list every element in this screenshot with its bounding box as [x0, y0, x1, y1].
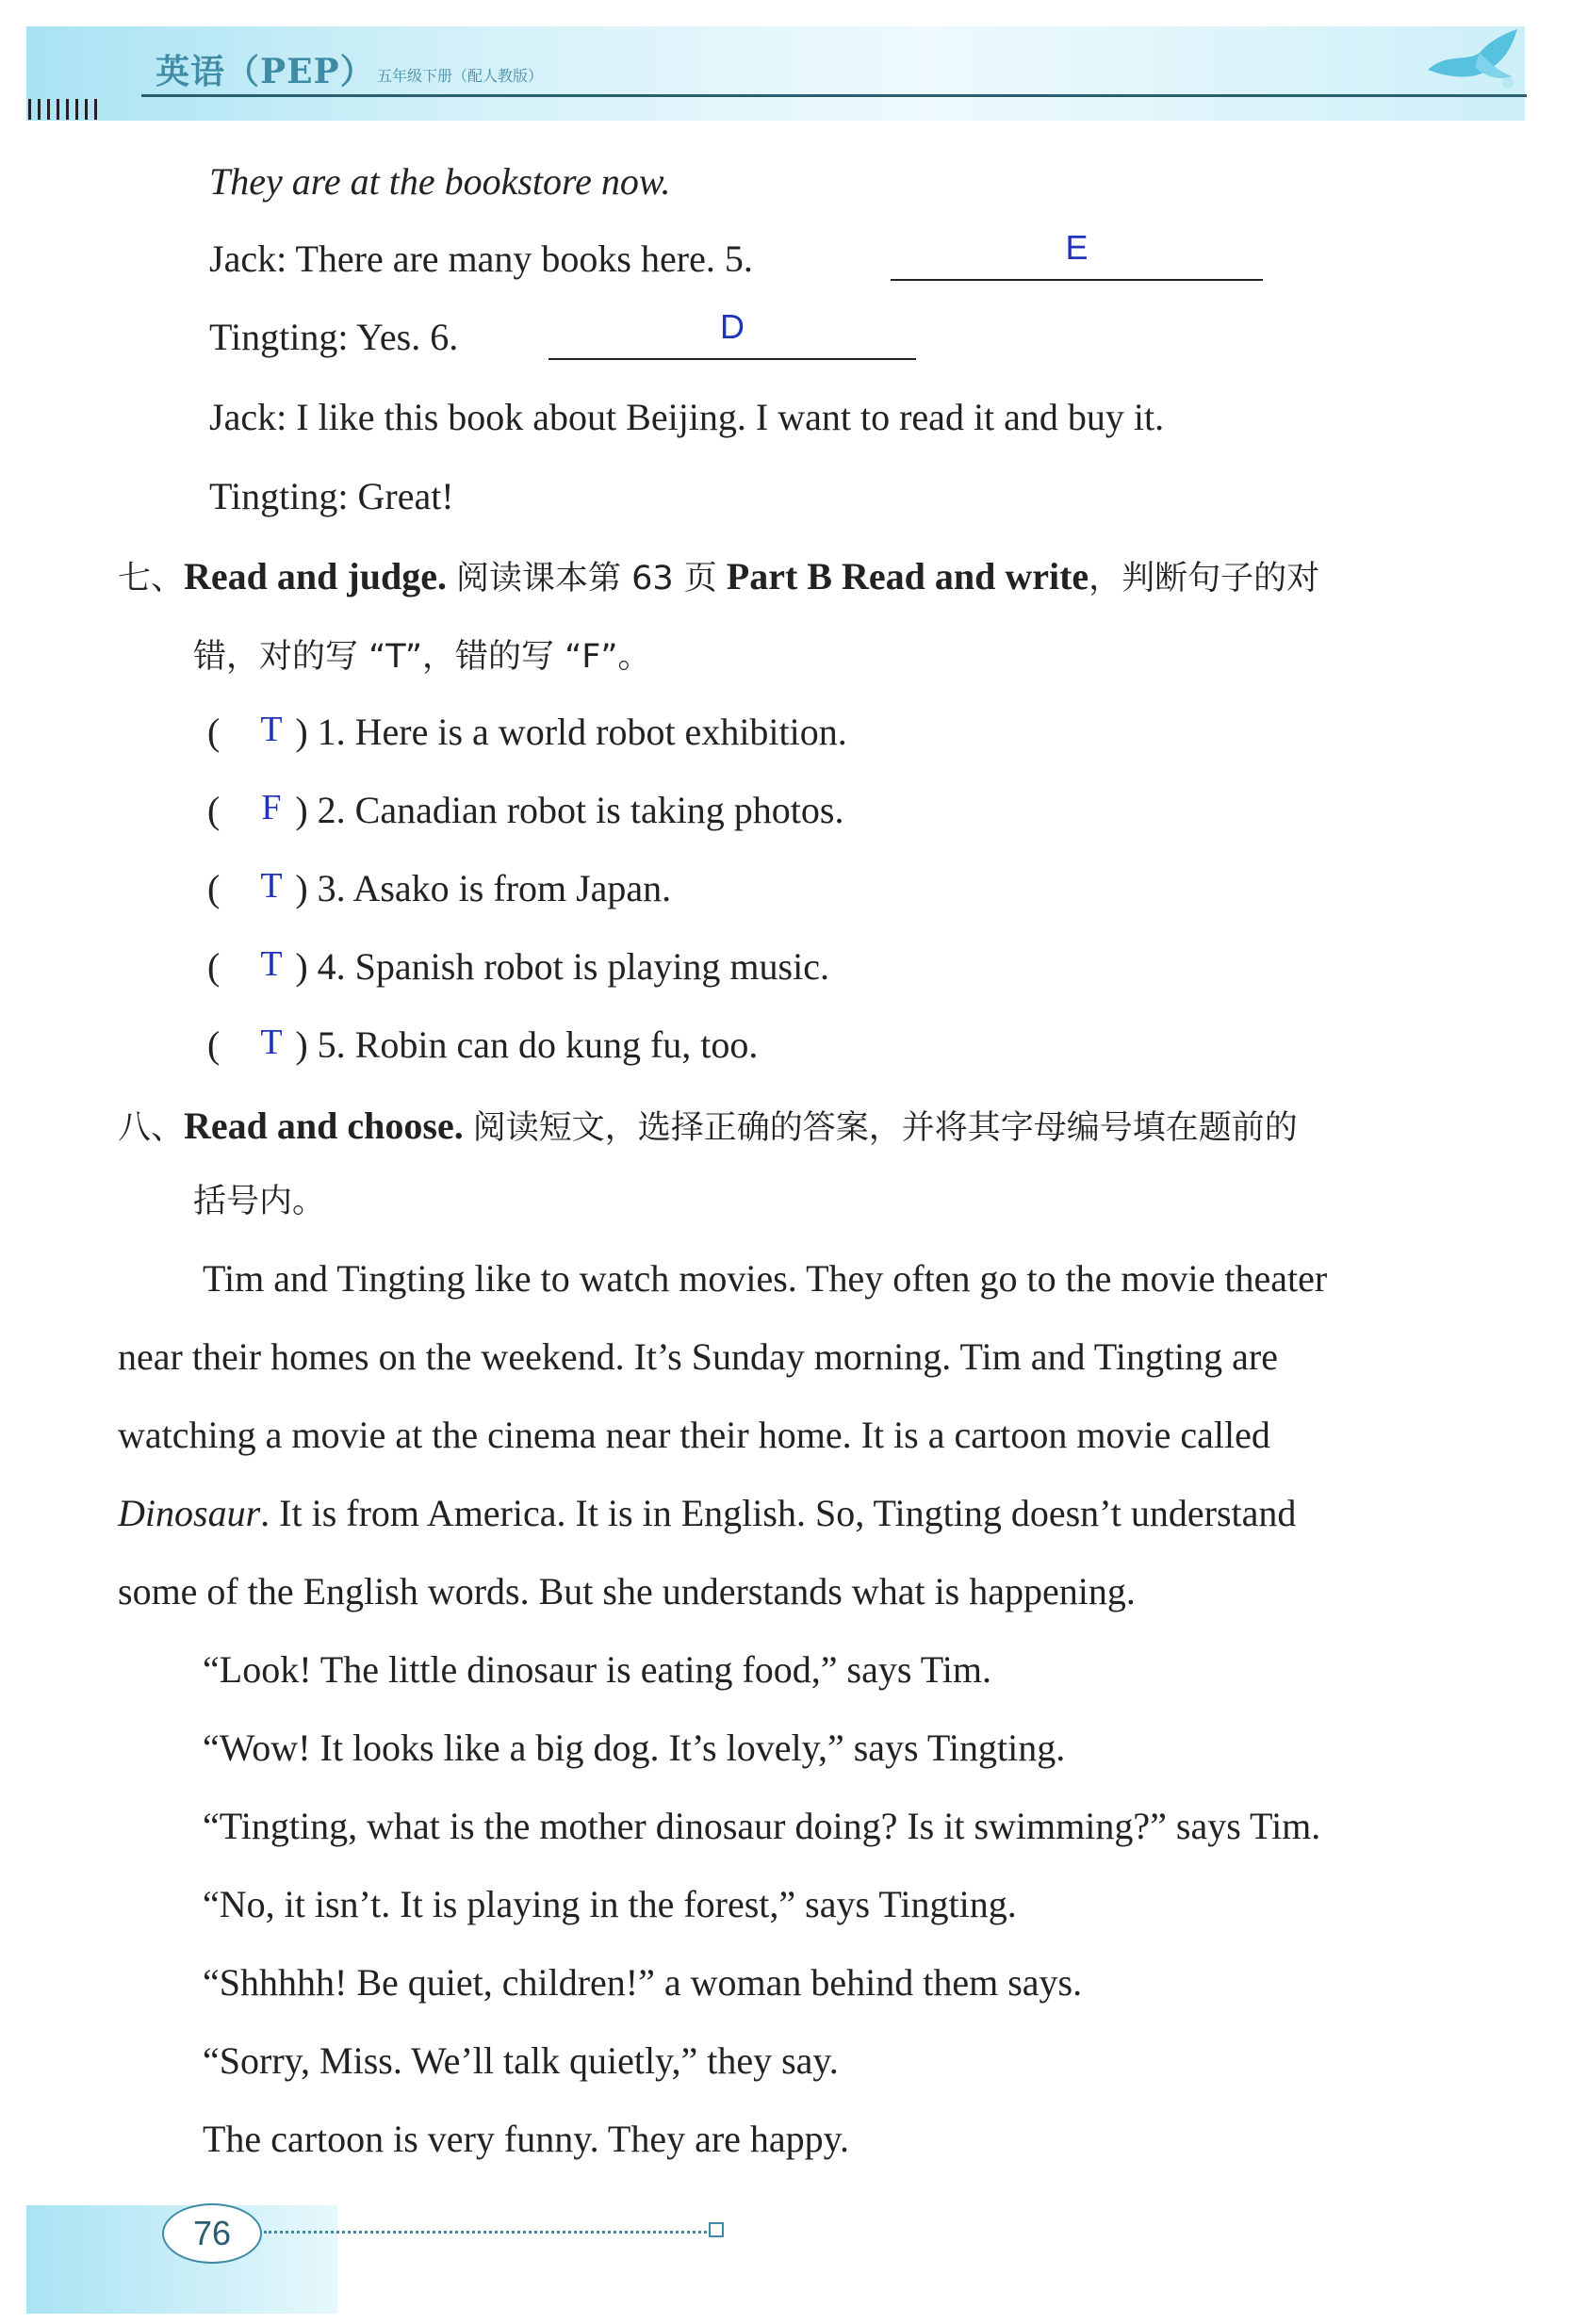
judge-item-2-text: 2. Canadian robot is taking photos. — [317, 789, 844, 831]
quote-3: “Tingting, what is the mother dinosaur doing? Is it swimming?” says Tim. — [203, 1805, 1321, 1847]
section-7-number: 七、 — [118, 560, 185, 597]
passage-line-4-rest: . It is from America. It is in English. So, Tingting doesn’t understand — [260, 1492, 1297, 1534]
header-rule — [141, 94, 1527, 97]
quote-6: “Sorry, Miss. We’ll talk quietly,” they say. — [203, 2039, 839, 2082]
judge-item-4-text: 4. Spanish robot is playing music. — [317, 945, 829, 988]
judge-mark-3[interactable]: T — [260, 866, 283, 906]
section-7-instruction-a: 阅读课本第 63 页 — [455, 560, 717, 597]
judge-item-5: ( ) 5. Robin can do kung fu, too. — [207, 1023, 759, 1066]
footer-square-icon — [709, 2222, 724, 2237]
judge-mark-2[interactable]: F — [261, 788, 282, 827]
section-7-instruction-line2: 错，对的写 “T”，错的写 “F”。 — [193, 638, 651, 676]
section-7-title: Read and judge. — [184, 555, 447, 597]
judge-item-1-text: 1. Here is a world robot exhibition. — [317, 711, 847, 753]
section-8-instruction: 阅读短文，选择正确的答案，并将其字母编号填在题前的 — [472, 1109, 1298, 1147]
book-title: 英语（PEP） — [156, 52, 375, 91]
passage-line-5: some of the English words. But she understands what is happening. — [118, 1570, 1136, 1612]
dialogue-line-6: Tingting: Yes. 6. — [209, 316, 459, 358]
dialogue-line-jack: Jack: I like this book about Beijing. I want to read it and buy it. — [209, 396, 1165, 438]
passage-line-4 — [118, 1490, 1296, 1537]
judge-item-3-text: 3. Asako is from Japan. — [317, 867, 672, 909]
dialogue-line-tingting: Tingting: Great! — [209, 475, 454, 517]
footer-dotted-rule — [264, 2231, 707, 2234]
section-8-number: 八、 — [118, 1109, 185, 1147]
passage-line-2: near their homes on the weekend. It’s Sunday morning. Tim and Tingting are — [118, 1335, 1278, 1378]
section-7-heading — [118, 553, 1319, 602]
header-tick-marks — [28, 99, 104, 120]
quote-4: “No, it isn’t. It is playing in the forest,” says Tingting. — [203, 1883, 1017, 1925]
dialogue-intro: They are at the bookstore now. — [209, 160, 671, 203]
section-8-instruction-line2: 括号内。 — [193, 1183, 326, 1220]
section-7-instruction-b: Part B Read and write — [726, 555, 1089, 597]
quote-1: “Look! The little dinosaur is eating food,” says Tim. — [203, 1648, 991, 1691]
judge-mark-4[interactable]: T — [260, 944, 283, 984]
answer-6: D — [720, 307, 745, 346]
quote-2: “Wow! It looks like a big dog. It’s lovely,” says Tingting. — [203, 1727, 1066, 1769]
judge-item-2: ( ) 2. Canadian robot is taking photos. — [207, 789, 844, 831]
answer-5: E — [1065, 228, 1089, 267]
judge-item-4: ( ) 4. Spanish robot is playing music. — [207, 945, 829, 988]
section-8-heading — [118, 1103, 1298, 1152]
judge-item-5-text: 5. Robin can do kung fu, too. — [317, 1023, 759, 1066]
page-number: 76 — [162, 2203, 262, 2264]
judge-mark-1[interactable]: T — [260, 710, 283, 749]
bird-logo-icon — [1423, 25, 1527, 100]
movie-title: Dinosaur — [118, 1492, 261, 1534]
dialogue-line-5: Jack: There are many books here. 5. — [209, 237, 753, 280]
passage-line-3: watching a movie at the cinema near their home. It is a cartoon movie called — [118, 1414, 1270, 1456]
judge-mark-5[interactable]: T — [260, 1023, 283, 1062]
passage-line-1: Tim and Tingting like to watch movies. They often go to the movie theater — [203, 1257, 1328, 1300]
judge-item-1: ( ) 1. Here is a world robot exhibition. — [207, 711, 847, 753]
section-7-instruction-c: ，判断句子的对 — [1089, 560, 1320, 597]
section-8-title: Read and choose. — [184, 1105, 464, 1147]
passage-closing: The cartoon is very funny. They are happy. — [203, 2118, 850, 2160]
quote-5: “Shhhhh! Be quiet, children!” a woman behind them says. — [203, 1961, 1083, 2004]
book-subtitle: 五年级下册（配人教版） — [377, 67, 544, 85]
judge-item-3: ( ) 3. Asako is from Japan. — [207, 867, 672, 909]
